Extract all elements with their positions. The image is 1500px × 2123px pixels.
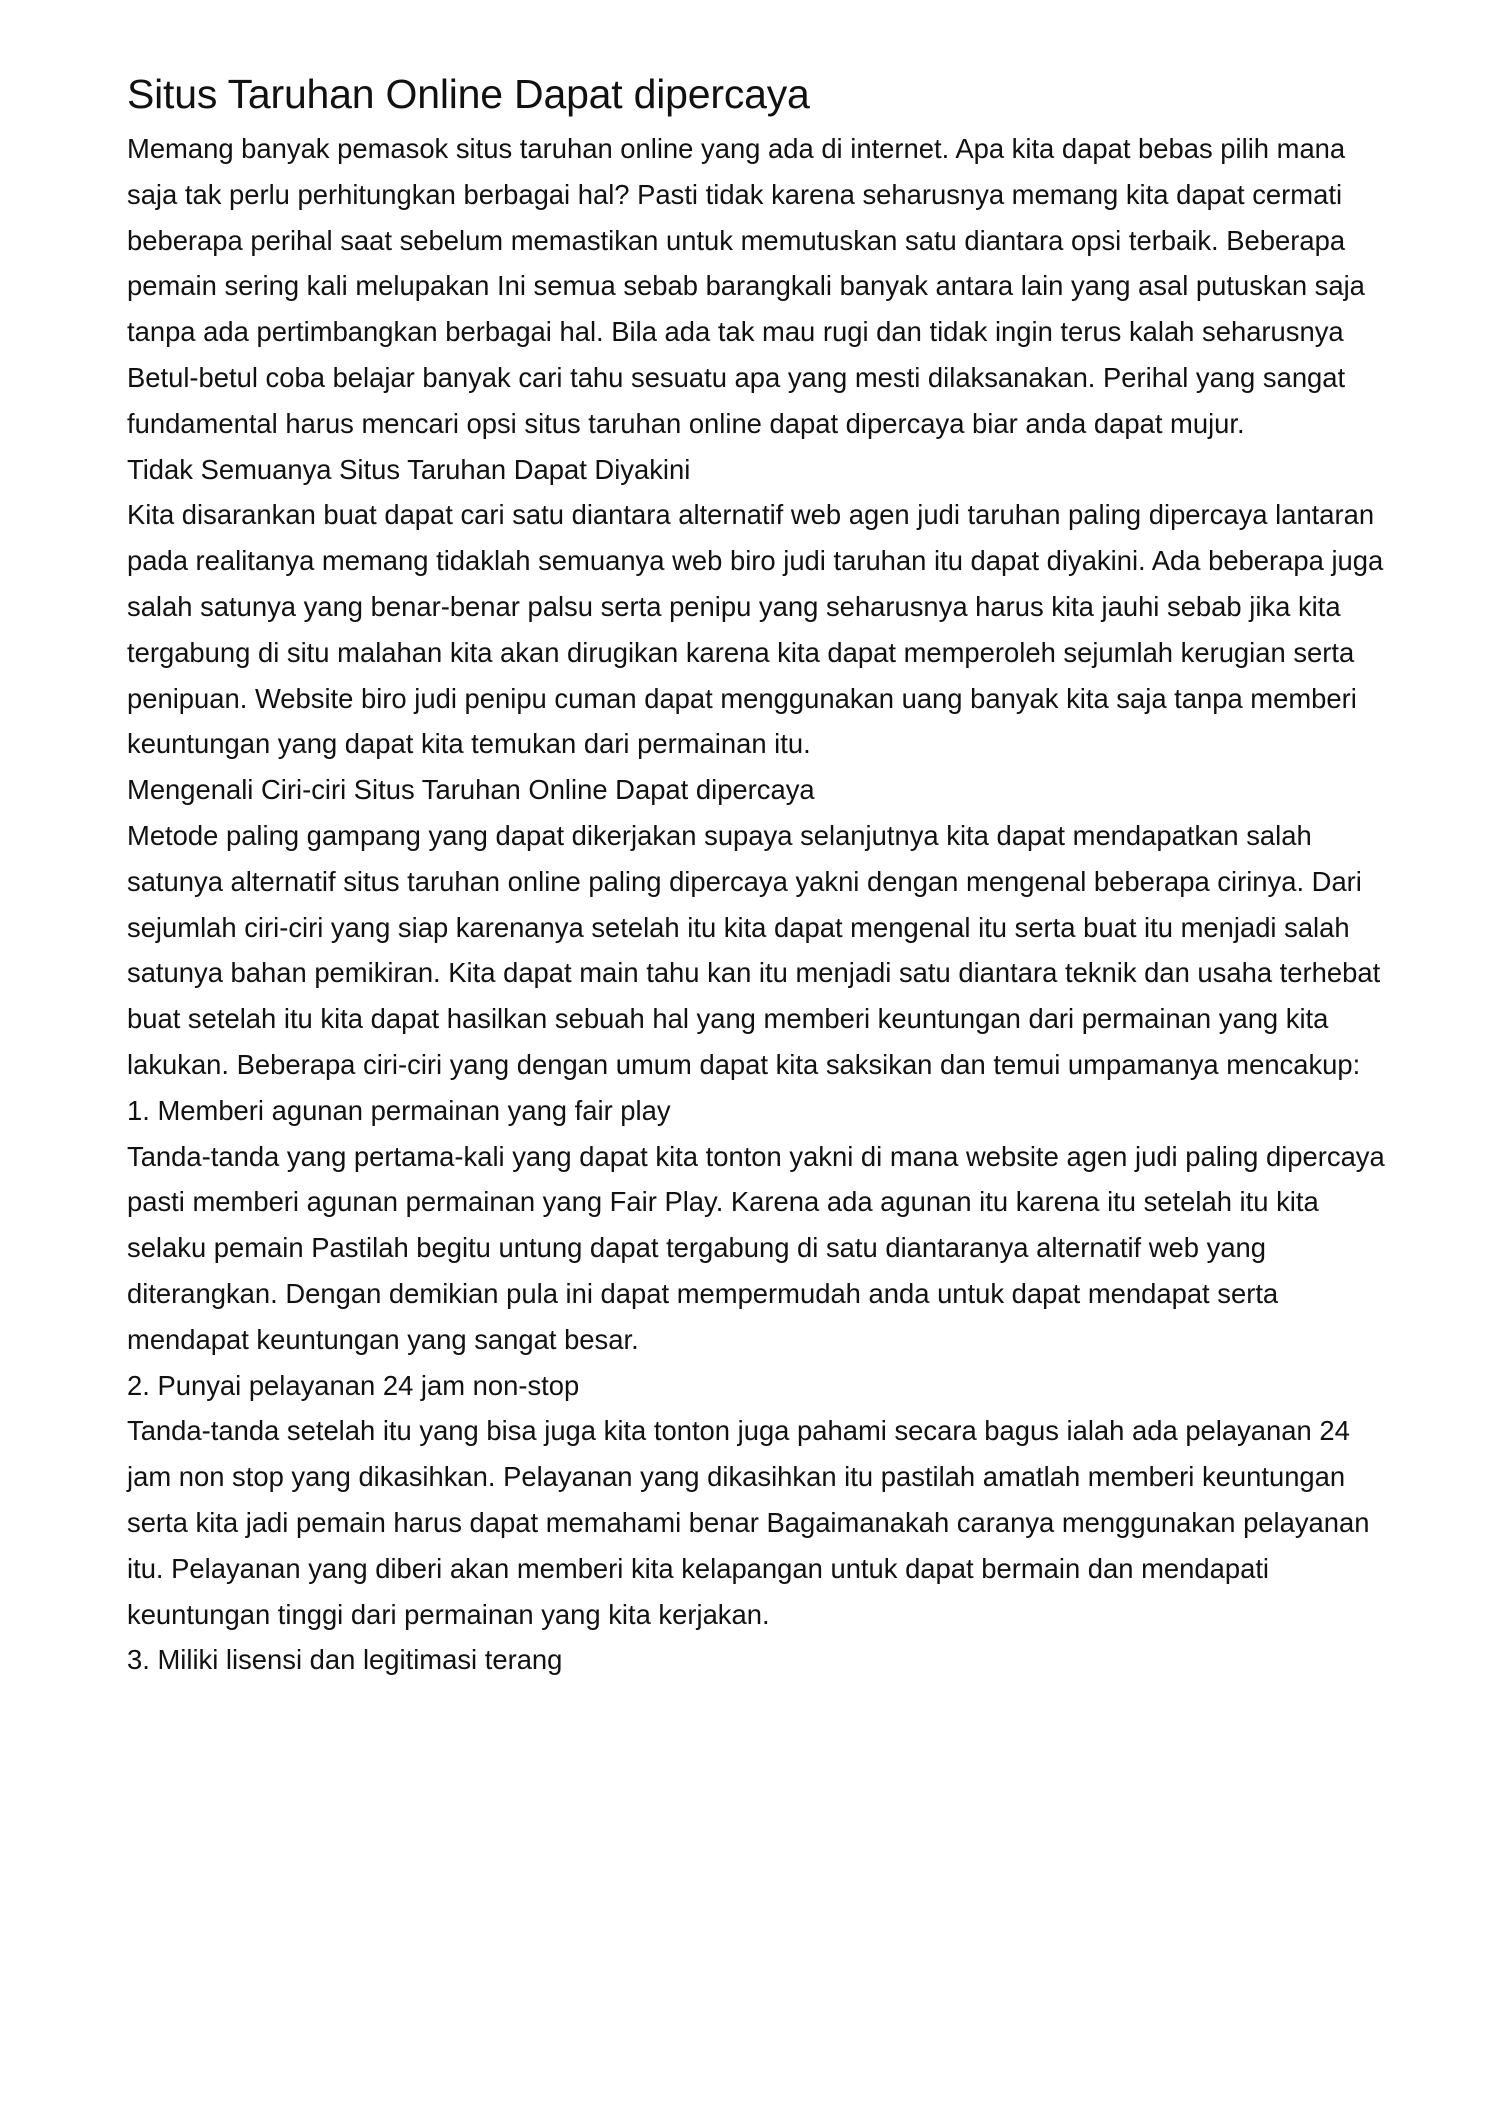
fair-play-paragraph: Tanda-tanda yang pertama-kali yang dapat kita tonton yakni di mana website agen judi paling dipercaya pasti memberi agunan permainan yang Fair Play. Karena ada agunan itu karena itu setelah itu kita selaku pemain Pastilah begitu untung dapat tergabung di satu diantaranya alternatif web yang diterangkan. Dengan demikian pula ini dapat mempermudah anda untuk dapat mendapat serta mendapat keuntungan yang sangat besar.	[127, 1140, 1385, 1355]
document-title: Situs Taruhan Online Dapat dipercaya	[127, 71, 810, 117]
service-paragraph: Tanda-tanda setelah itu yang bisa juga kita tonton juga pahami secara bagus ialah ada pelayanan 24 jam non stop yang dikasihkan. Pelayanan yang dikasihkan itu pastilah amatlah memberi keuntungan serta kita jadi pemain harus dapat memahami benar Bagaimanakah caranya menggunakan pelayanan itu. Pelayanan yang diberi akan memberi kita kelapangan untuk dapat bermain dan mendapati keuntungan tinggi dari permainan yang kita kerjakan.	[127, 1415, 1370, 1630]
list-item-24-hour-service: 2. Punyai pelayanan 24 jam non-stop	[127, 1369, 580, 1401]
recognize-traits-paragraph: Metode paling gampang yang dapat dikerjakan supaya selanjutnya kita dapat mendapatkan salah satunya alternatif situs taruhan online paling dipercaya yakni dengan mengenal beberapa cirinya. Dari sejumlah ciri-ciri yang siap karenanya setelah itu kita dapat mengenal itu serta buat itu menjadi salah satunya bahan pemikiran. Kita dapat main tahu kan itu menjadi satu diantara teknik dan usaha terhebat buat setelah itu kita dapat hasilkan sebuah hal yang memberi keuntungan dari permainan yang kita lakukan. Beberapa ciri-ciri yang dengan umum dapat kita saksikan dan temui umpamanya mencakup:	[127, 819, 1381, 1080]
not-all-trusted-paragraph: Kita disarankan buat dapat cari satu diantara alternatif web agen judi taruhan paling dipercaya lantaran pada realitanya memang tidaklah semuanya web biro judi taruhan itu dapat diyakini. Ada beberapa juga salah satunya yang benar-benar palsu serta penipu yang seharusnya harus kita jauhi sebab jika kita tergabung di situ malahan kita akan dirugikan karena kita dapat memperoleh sejumlah kerugian serta penipuan. Website biro judi penipu cuman dapat menggunakan uang banyak kita saja tanpa memberi keuntungan yang dapat kita temukan dari permainan itu.	[127, 499, 1384, 760]
list-item-license: 3. Miliki lisensi dan legitimasi terang	[127, 1644, 563, 1676]
section-heading-not-all-trusted: Tidak Semuanya Situs Taruhan Dapat Diyakini	[127, 453, 691, 485]
section-heading-recognize-traits: Mengenali Ciri-ciri Situs Taruhan Online Dapat dipercaya	[127, 774, 815, 806]
document-page	[127, 62, 1387, 1683]
list-item-fair-play: 1. Memberi agunan permainan yang fair play	[127, 1094, 671, 1126]
intro-paragraph: Memang banyak pemasok situs taruhan online yang ada di internet. Apa kita dapat bebas pilih mana saja tak perlu perhitungkan berbagai hal? Pasti tidak karena seharusnya memang kita dapat cermati beberapa perihal saat sebelum memastikan untuk memutuskan satu diantara opsi terbaik. Beberapa pemain sering kali melupakan Ini semua sebab barangkali banyak antara lain yang asal putuskan saja tanpa ada pertimbangkan berbagai hal. Bila ada tak mau rugi dan tidak ingin terus kalah seharusnya Betul-betul coba belajar banyak cari tahu sesuatu apa yang mesti dilaksanakan. Perihal yang sangat fundamental harus mencari opsi situs taruhan online dapat dipercaya biar anda dapat mujur.	[127, 133, 1365, 439]
